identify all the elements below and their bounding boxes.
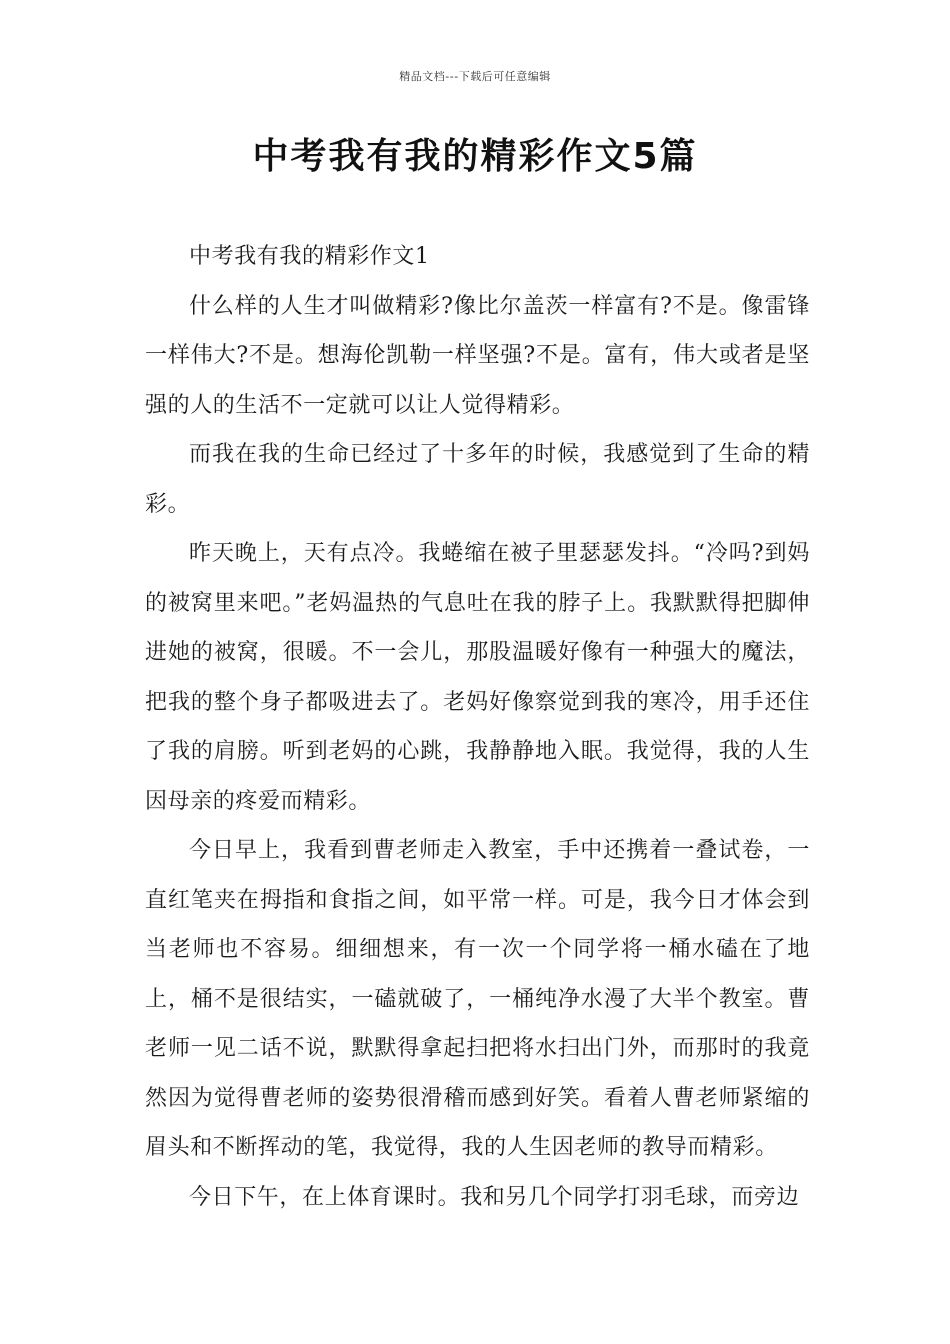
paragraph: 今日早上，我看到曹老师走入教室，手中还携着一叠试卷，一直红笔夹在拇指和食指之间，如平常一样。可是，我今日才体会到当老师也不容易。细细想来，有一次一个同学将一桶水磕在了地上，桶不是很结实，一磕就破了，一桶纯净水漫了大半个教室。曹老师一见二话不说，默默得拿起扫把将水扫出门外，而那时的我竟然因为觉得曹老师的姿势很滑稽而感到好笑。看着人曹老师紧缩的眉头和不断挥动的笔，我觉得，我的人生因老师的教导而精彩。: [145, 838, 810, 1160]
section-heading: 中考我有我的精彩作文1: [189, 244, 430, 269]
paragraph: 什么样的人生才叫做精彩?像比尔盖茨一样富有?不是。像雷锋一样伟大?不是。想海伦凯勒一样坚强?不是。富有，伟大或者是坚强的人的生活不一定就可以让人觉得精彩。: [145, 293, 810, 418]
paragraph: 而我在我的生命已经过了十多年的时候，我感觉到了生命的精彩。: [145, 442, 810, 517]
paragraph: 昨天晚上，天有点冷。我蜷缩在被子里瑟瑟发抖。“冷吗?到妈的被窝里来吧。”老妈温热的气息吐在我的脖子上。我默默得把脚伸进她的被窝，很暖。不一会儿，那股温暖好像有一种强大的魔法，把我的整个身子都吸进去了。老妈好像察觉到我的寒冷，用手还住了我的肩膀。听到老妈的心跳，我静静地入眠。我觉得，我的人生因母亲的疼爱而精彩。: [145, 541, 810, 814]
document-body: [145, 232, 810, 1222]
header-note: 精品文档---下载后可任意编辑: [399, 70, 551, 83]
document-title: 中考我有我的精彩作文5篇: [252, 136, 698, 177]
paragraph: 今日下午，在上体育课时。我和另几个同学打羽毛球，而旁边: [189, 1184, 800, 1210]
